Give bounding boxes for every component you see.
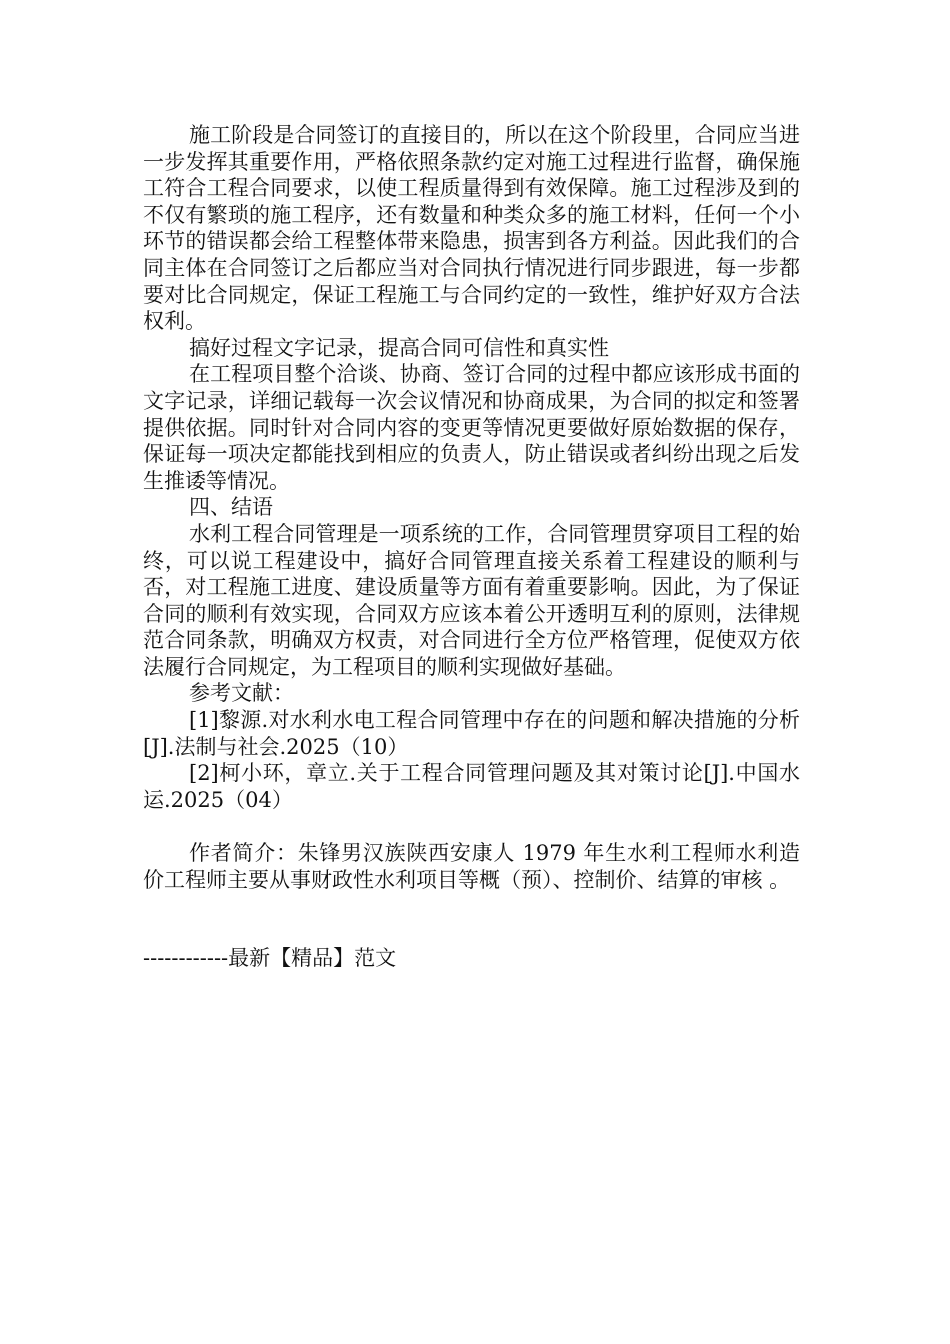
reference-item-2: [2]柯小环，章立.关于工程合同管理问题及其对策讨论[J].中国水运.2025（04） xyxy=(143,761,800,812)
document-body xyxy=(143,122,800,893)
section-heading-conclusion: 四、结语 xyxy=(189,495,273,520)
section-heading-records: 搞好过程文字记录，提高合同可信性和真实性 xyxy=(189,335,609,360)
reference-item-1: [1]黎源.对水利水电工程合同管理中存在的问题和解决措施的分析[J].法制与社会.2025（10） xyxy=(143,708,800,759)
references-heading: 参考文献： xyxy=(189,681,294,706)
footer-tagline: ------------最新【精品】范文 xyxy=(143,946,397,970)
paragraph-construction-stage: 施工阶段是合同签订的直接目的，所以在这个阶段里，合同应当进一步发挥其重要作用，严格依照条款约定对施工过程进行监督，确保施工符合工程合同要求，以使工程质量得到有效保障。施工过程涉及到的不仅有繁琐的施工程序，还有数量和种类众多的施工材料，任何一个小环节的错误都会给工程整体带来隐患，损害到各方利益。因此我们的合同主体在合同签订之后都应当对合同执行情况进行同步跟进，每一步都要对比合同规定，保证工程施工与合同约定的一致性，维护好双方合法权利。 xyxy=(143,123,800,334)
spacer xyxy=(143,813,800,840)
paragraph-records: 在工程项目整个洽谈、协商、签订合同的过程中都应该形成书面的文字记录，详细记载每一次会议情况和协商成果，为合同的拟定和签署提供依据。同时针对合同内容的变更等情况更要做好原始数据的保存，保证每一项决定都能找到相应的负责人，防止错误或者纠纷出现之后发生推诿等情况。 xyxy=(143,362,800,493)
paragraph-conclusion: 水利工程合同管理是一项系统的工作，合同管理贯穿项目工程的始终，可以说工程建设中，搞好合同管理直接关系着工程建设的顺利与否，对工程施工进度、建设质量等方面有着重要影响。因此，为了保证合同的顺利有效实现，合同双方应该本着公开透明互利的原则，法律规范合同条款，明确双方权责，对合同进行全方位严格管理，促使双方依法履行合同规定，为工程项目的顺利实现做好基础。 xyxy=(143,521,800,679)
author-bio: 作者简介：朱锋男汉族陕西安康人 1979 年生水利工程师水利造价工程师主要从事财政性水利项目等概（预）、控制价、结算的审核 。 xyxy=(143,841,800,892)
